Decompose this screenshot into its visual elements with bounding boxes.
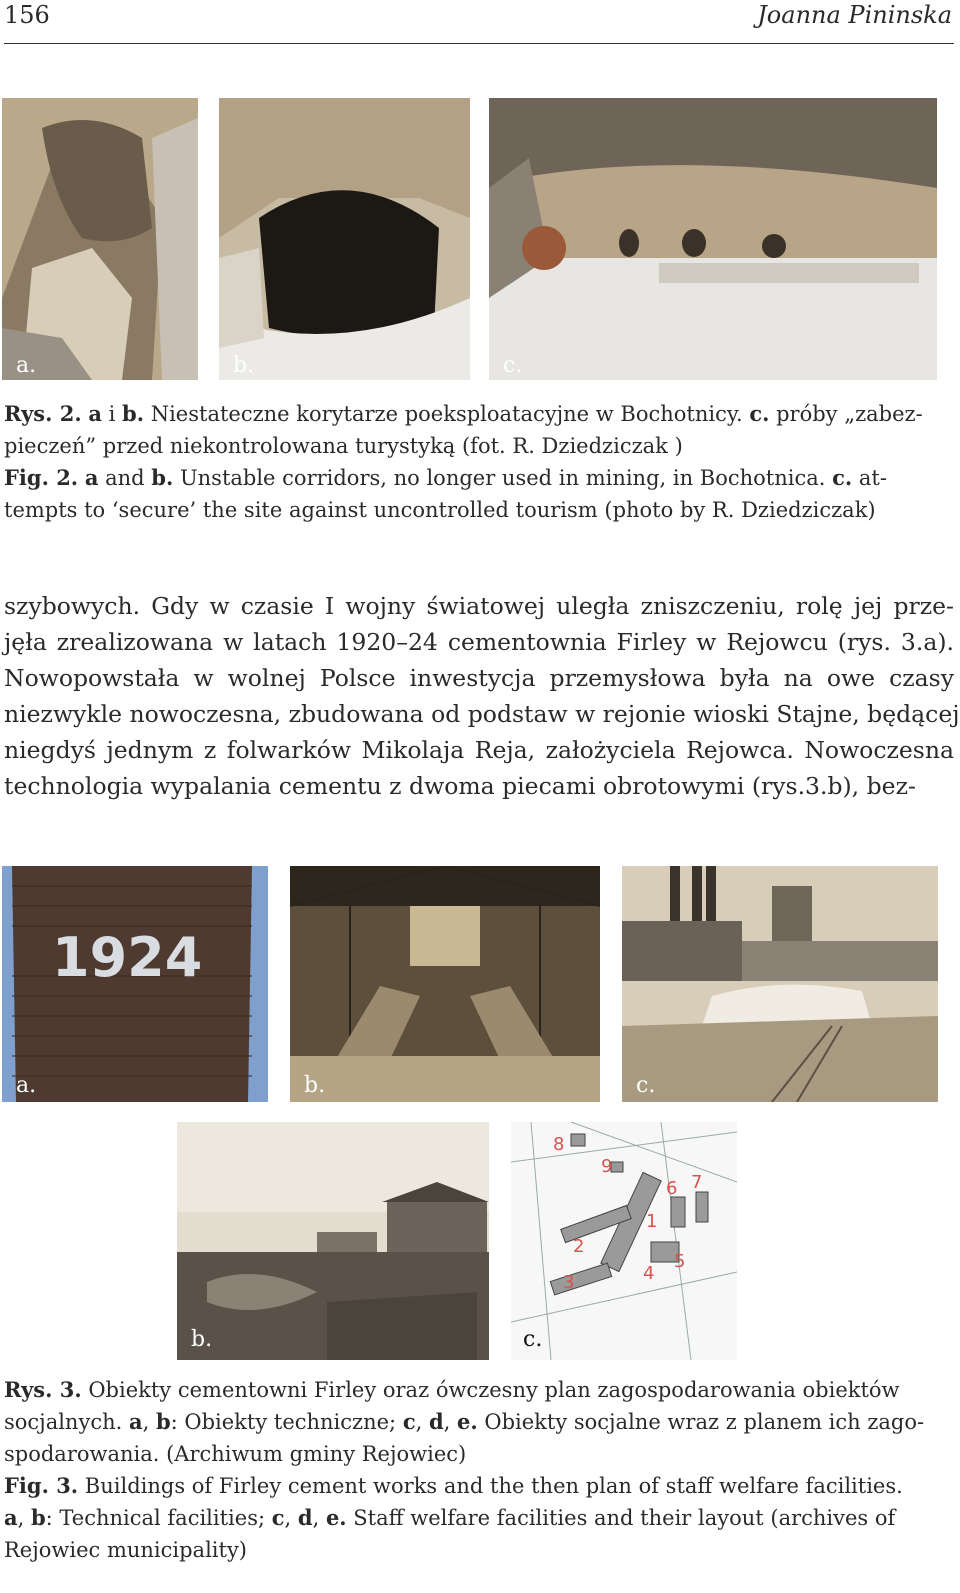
fig3-photo-c-image <box>622 866 938 1102</box>
fig3-label-a: a. <box>16 1073 37 1098</box>
body-paragraph <box>4 588 960 804</box>
running-author: Joanna Pininska <box>757 1 952 29</box>
fig3-caption-en-line3: Rejowiec municipality) <box>4 1538 247 1562</box>
plan-number: 6 <box>666 1178 678 1199</box>
fig3-caption-pl-line2: socjalnych. a, b: Obiekty techniczne; c, d, e. Obiekty socjalne wraz z planem ich zago- <box>4 1409 925 1434</box>
fig2-photo-a <box>2 98 198 380</box>
plan-number: 1 <box>646 1211 658 1232</box>
fig3-caption-en-line1: Fig. 3. Buildings of Firley cement works and the then plan of staff welfare facilities. <box>4 1473 903 1498</box>
chimney-year: 1924 <box>52 926 203 989</box>
fig2-caption-pl-line1: Rys. 2. a i b. Niestateczne korytarze poeksploatacyjne w Bochotnicy. c. próby „zabez- <box>4 401 923 426</box>
fig2-photo-b-image <box>219 98 470 380</box>
fig2-photo-c-image <box>489 98 937 380</box>
fig2-caption-pl-line2: pieczeń” przed niekontrolowana turystyką (fot. R. Dziedziczak ) <box>4 434 683 458</box>
body-line: niezwykle nowoczesna, zbudowana od podstaw w rejonie wioski Stajne, będącej <box>4 700 960 728</box>
page-number: 156 <box>4 1 50 29</box>
fig2-caption-en-line1: Fig. 2. a and b. Unstable corridors, no longer used in mining, in Bochotnica. c. at- <box>4 465 887 490</box>
fig3-label-e: c. <box>523 1327 543 1352</box>
fig3-photo-a <box>2 866 268 1102</box>
fig2-photo-c <box>489 98 937 380</box>
fig2-caption-en-line2: tempts to ‘secure’ the site against uncontrolled tourism (photo by R. Dziedziczak) <box>4 498 876 522</box>
fig3-photo-c <box>622 866 938 1102</box>
fig3-label-b: b. <box>304 1073 326 1098</box>
plan-number: 8 <box>553 1134 565 1155</box>
fig2-photo-b <box>219 98 470 380</box>
plan-number: 4 <box>643 1263 655 1284</box>
fig3-label-c: c. <box>636 1073 656 1098</box>
plan-number: 9 <box>601 1156 613 1177</box>
plan-number: 7 <box>691 1172 703 1193</box>
fig3-photo-b-image <box>290 866 600 1102</box>
header-rule <box>4 43 954 44</box>
fig3-photo-d-image <box>177 1122 489 1360</box>
plan-number: 3 <box>563 1272 575 1293</box>
fig2-label-a: a. <box>16 353 37 378</box>
fig3-caption-pl-line1: Rys. 3. Obiekty cementowni Firley oraz ówczesny plan zagospodarowania obiektów <box>4 1377 900 1402</box>
fig2-label-b: b. <box>233 353 255 378</box>
fig3-label-d: b. <box>191 1327 213 1352</box>
fig2-caption <box>4 398 954 526</box>
body-line: szybowych. Gdy w czasie I wojny światowej uległa zniszczeniu, rolę jej prze- <box>4 592 954 620</box>
plan-number: 2 <box>573 1236 585 1257</box>
fig3-photo-a-image <box>2 866 268 1102</box>
fig2-label-c: c. <box>503 353 523 378</box>
fig3-photo-d <box>177 1122 489 1360</box>
fig3-caption-pl-line3: spodarowania. (Archiwum gminy Rejowiec) <box>4 1442 467 1466</box>
body-line: niegdyś jednym z folwarków Mikolaja Reja, założyciela Rejowca. Nowoczesna <box>4 736 954 764</box>
body-line: Nowopowstała w wolnej Polsce inwestycja przemysłowa była na owe czasy <box>4 664 954 692</box>
body-line: jęła zrealizowana w latach 1920–24 cementownia Firley w Rejowcu (rys. 3.a). <box>4 628 954 656</box>
fig2-photo-a-image <box>2 98 198 380</box>
fig3-photo-b <box>290 866 600 1102</box>
plan-number: 5 <box>674 1251 686 1272</box>
fig3-plan-image <box>511 1122 737 1360</box>
body-line: technologia wypalania cementu z dwoma piecami obrotowymi (rys.3.b), bez- <box>4 772 916 800</box>
fig3-caption-en-line2: a, b: Technical facilities; c, d, e. Staff welfare facilities and their layout (archives of <box>4 1505 896 1530</box>
fig3-plan <box>511 1122 737 1360</box>
fig3-caption <box>4 1374 954 1566</box>
